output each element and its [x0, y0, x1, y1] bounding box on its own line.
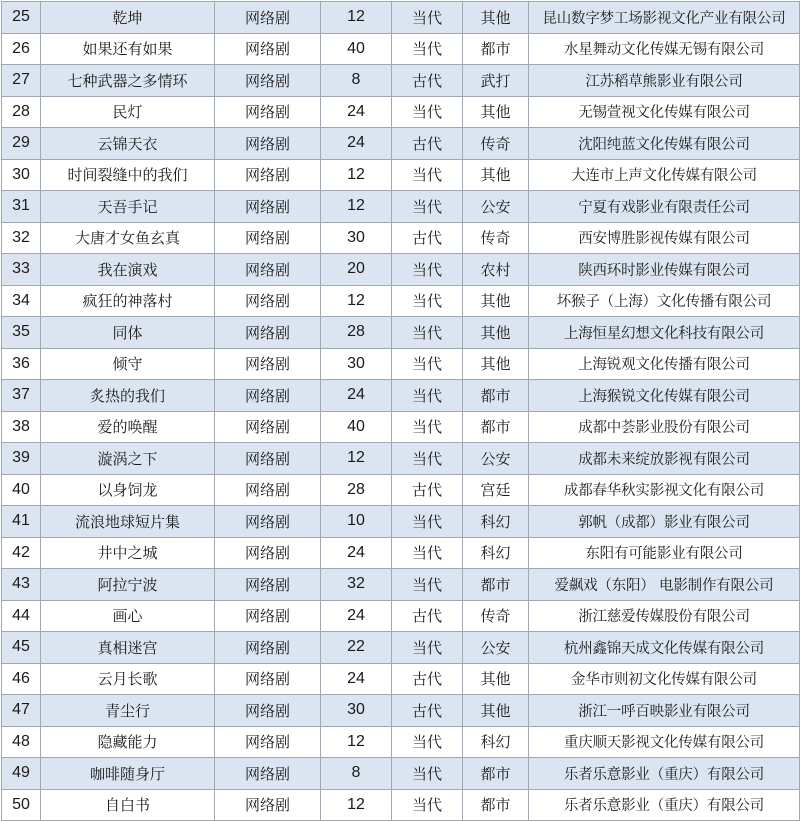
drama-title-cell: 咖啡随身厅	[41, 758, 215, 790]
genre-cell: 科幻	[463, 726, 529, 758]
drama-title-cell: 倾守	[41, 348, 215, 380]
drama-type-cell: 网络剧	[215, 695, 321, 727]
era-cell: 当代	[392, 758, 463, 790]
row-number-cell: 50	[2, 789, 41, 821]
genre-cell: 传奇	[463, 128, 529, 160]
production-company-cell: 昆山数字梦工场影视文化产业有限公司	[529, 2, 800, 34]
genre-cell: 科幻	[463, 506, 529, 538]
drama-title-cell: 如果还有如果	[41, 33, 215, 65]
episode-count-cell: 40	[321, 411, 392, 443]
episode-count-cell: 24	[321, 663, 392, 695]
genre-cell: 传奇	[463, 600, 529, 632]
drama-title-cell: 民灯	[41, 96, 215, 128]
genre-cell: 其他	[463, 159, 529, 191]
era-cell: 当代	[392, 380, 463, 412]
production-company-cell: 爱飙戏（东阳） 电影制作有限公司	[529, 569, 800, 601]
drama-type-cell: 网络剧	[215, 443, 321, 475]
row-number-cell: 38	[2, 411, 41, 443]
era-cell: 古代	[392, 695, 463, 727]
drama-title-cell: 阿拉宁波	[41, 569, 215, 601]
drama-type-cell: 网络剧	[215, 159, 321, 191]
drama-type-cell: 网络剧	[215, 33, 321, 65]
drama-type-cell: 网络剧	[215, 2, 321, 34]
era-cell: 当代	[392, 569, 463, 601]
row-number-cell: 31	[2, 191, 41, 223]
episode-count-cell: 12	[321, 2, 392, 34]
row-number-cell: 26	[2, 33, 41, 65]
production-company-cell: 乐者乐意影业（重庆）有限公司	[529, 789, 800, 821]
table-row	[2, 33, 800, 65]
genre-cell: 都市	[463, 789, 529, 821]
episode-count-cell: 40	[321, 33, 392, 65]
table-row	[2, 537, 800, 569]
genre-cell: 其他	[463, 348, 529, 380]
era-cell: 古代	[392, 663, 463, 695]
episode-count-cell: 12	[321, 443, 392, 475]
production-company-cell: 浙江慈爱传媒股份有限公司	[529, 600, 800, 632]
row-number-cell: 45	[2, 632, 41, 664]
drama-type-cell: 网络剧	[215, 222, 321, 254]
production-company-cell: 江苏稻草熊影业有限公司	[529, 65, 800, 97]
era-cell: 当代	[392, 506, 463, 538]
episode-count-cell: 30	[321, 348, 392, 380]
drama-title-cell: 乾坤	[41, 2, 215, 34]
era-cell: 当代	[392, 2, 463, 34]
table-row	[2, 380, 800, 412]
row-number-cell: 29	[2, 128, 41, 160]
genre-cell: 其他	[463, 317, 529, 349]
table-row	[2, 506, 800, 538]
era-cell: 当代	[392, 159, 463, 191]
drama-type-cell: 网络剧	[215, 380, 321, 412]
drama-type-cell: 网络剧	[215, 65, 321, 97]
table-row	[2, 96, 800, 128]
table-row	[2, 285, 800, 317]
era-cell: 古代	[392, 65, 463, 97]
drama-title-cell: 天吾手记	[41, 191, 215, 223]
production-company-cell: 成都春华秋实影视文化有限公司	[529, 474, 800, 506]
table-row	[2, 474, 800, 506]
drama-type-cell: 网络剧	[215, 632, 321, 664]
row-number-cell: 27	[2, 65, 41, 97]
production-company-cell: 成都未来绽放影视有限公司	[529, 443, 800, 475]
table-row	[2, 317, 800, 349]
episode-count-cell: 24	[321, 380, 392, 412]
era-cell: 当代	[392, 33, 463, 65]
row-number-cell: 28	[2, 96, 41, 128]
drama-type-cell: 网络剧	[215, 789, 321, 821]
table-row	[2, 191, 800, 223]
table-row	[2, 411, 800, 443]
production-company-cell: 坏猴子（上海）文化传播有限公司	[529, 285, 800, 317]
row-number-cell: 32	[2, 222, 41, 254]
episode-count-cell: 8	[321, 65, 392, 97]
era-cell: 当代	[392, 317, 463, 349]
drama-type-cell: 网络剧	[215, 317, 321, 349]
production-company-cell: 西安博胜影视传媒有限公司	[529, 222, 800, 254]
era-cell: 当代	[392, 285, 463, 317]
table-row	[2, 128, 800, 160]
episode-count-cell: 24	[321, 537, 392, 569]
episode-count-cell: 32	[321, 569, 392, 601]
genre-cell: 其他	[463, 2, 529, 34]
genre-cell: 武打	[463, 65, 529, 97]
row-number-cell: 39	[2, 443, 41, 475]
row-number-cell: 49	[2, 758, 41, 790]
row-number-cell: 42	[2, 537, 41, 569]
table-row	[2, 789, 800, 821]
genre-cell: 其他	[463, 285, 529, 317]
table-row	[2, 443, 800, 475]
drama-type-cell: 网络剧	[215, 96, 321, 128]
genre-cell: 都市	[463, 33, 529, 65]
episode-count-cell: 24	[321, 128, 392, 160]
drama-title-cell: 云月长歌	[41, 663, 215, 695]
row-number-cell: 37	[2, 380, 41, 412]
episode-count-cell: 30	[321, 695, 392, 727]
episode-count-cell: 10	[321, 506, 392, 538]
era-cell: 当代	[392, 411, 463, 443]
era-cell: 古代	[392, 600, 463, 632]
drama-title-cell: 大唐才女鱼玄真	[41, 222, 215, 254]
drama-type-cell: 网络剧	[215, 506, 321, 538]
production-company-cell: 上海恒星幻想文化科技有限公司	[529, 317, 800, 349]
era-cell: 当代	[392, 632, 463, 664]
drama-title-cell: 炙热的我们	[41, 380, 215, 412]
episode-count-cell: 22	[321, 632, 392, 664]
genre-cell: 都市	[463, 569, 529, 601]
genre-cell: 其他	[463, 695, 529, 727]
genre-cell: 宫廷	[463, 474, 529, 506]
production-company-cell: 上海猴锐文化传媒有限公司	[529, 380, 800, 412]
genre-cell: 传奇	[463, 222, 529, 254]
table-row	[2, 65, 800, 97]
episode-count-cell: 12	[321, 191, 392, 223]
table-row	[2, 600, 800, 632]
drama-type-cell: 网络剧	[215, 600, 321, 632]
row-number-cell: 34	[2, 285, 41, 317]
production-company-cell: 郭帆（成都）影业有限公司	[529, 506, 800, 538]
episode-count-cell: 20	[321, 254, 392, 286]
production-company-cell: 重庆顺天影视文化传媒有限公司	[529, 726, 800, 758]
drama-title-cell: 流浪地球短片集	[41, 506, 215, 538]
drama-type-cell: 网络剧	[215, 663, 321, 695]
era-cell: 当代	[392, 789, 463, 821]
drama-title-cell: 以身饲龙	[41, 474, 215, 506]
drama-title-cell: 画心	[41, 600, 215, 632]
row-number-cell: 30	[2, 159, 41, 191]
drama-type-cell: 网络剧	[215, 726, 321, 758]
drama-type-cell: 网络剧	[215, 128, 321, 160]
era-cell: 当代	[392, 191, 463, 223]
production-company-cell: 无锡萱视文化传媒有限公司	[529, 96, 800, 128]
era-cell: 古代	[392, 222, 463, 254]
table-row	[2, 159, 800, 191]
genre-cell: 科幻	[463, 537, 529, 569]
drama-title-cell: 爱的唤醒	[41, 411, 215, 443]
drama-type-cell: 网络剧	[215, 537, 321, 569]
production-company-cell: 陕西环时影业传媒有限公司	[529, 254, 800, 286]
table-row	[2, 663, 800, 695]
drama-title-cell: 云锦天衣	[41, 128, 215, 160]
drama-title-cell: 青尘行	[41, 695, 215, 727]
production-company-cell: 成都中荟影业股份有限公司	[529, 411, 800, 443]
row-number-cell: 40	[2, 474, 41, 506]
episode-count-cell: 24	[321, 600, 392, 632]
table-row	[2, 2, 800, 34]
drama-title-cell: 我在演戏	[41, 254, 215, 286]
episode-count-cell: 24	[321, 96, 392, 128]
table-row	[2, 695, 800, 727]
drama-title-cell: 漩涡之下	[41, 443, 215, 475]
row-number-cell: 36	[2, 348, 41, 380]
table-body	[2, 2, 800, 821]
drama-title-cell: 同体	[41, 317, 215, 349]
drama-type-cell: 网络剧	[215, 191, 321, 223]
table-row	[2, 758, 800, 790]
era-cell: 当代	[392, 96, 463, 128]
episode-count-cell: 30	[321, 222, 392, 254]
era-cell: 当代	[392, 254, 463, 286]
era-cell: 当代	[392, 726, 463, 758]
era-cell: 古代	[392, 474, 463, 506]
table-row	[2, 254, 800, 286]
production-company-cell: 宁夏有戏影业有限责任公司	[529, 191, 800, 223]
genre-cell: 都市	[463, 411, 529, 443]
row-number-cell: 41	[2, 506, 41, 538]
row-number-cell: 48	[2, 726, 41, 758]
production-company-cell: 上海锐观文化传播有限公司	[529, 348, 800, 380]
era-cell: 当代	[392, 348, 463, 380]
era-cell: 当代	[392, 443, 463, 475]
table-row	[2, 348, 800, 380]
episode-count-cell: 28	[321, 474, 392, 506]
drama-title-cell: 七种武器之多情环	[41, 65, 215, 97]
production-company-cell: 沈阳纯蓝文化传媒有限公司	[529, 128, 800, 160]
genre-cell: 都市	[463, 380, 529, 412]
production-company-cell: 东阳有可能影业有限公司	[529, 537, 800, 569]
episode-count-cell: 12	[321, 285, 392, 317]
episode-count-cell: 12	[321, 159, 392, 191]
row-number-cell: 33	[2, 254, 41, 286]
table-row	[2, 569, 800, 601]
row-number-cell: 46	[2, 663, 41, 695]
genre-cell: 其他	[463, 96, 529, 128]
genre-cell: 公安	[463, 191, 529, 223]
genre-cell: 都市	[463, 758, 529, 790]
genre-cell: 农村	[463, 254, 529, 286]
episode-count-cell: 12	[321, 789, 392, 821]
genre-cell: 公安	[463, 632, 529, 664]
row-number-cell: 47	[2, 695, 41, 727]
drama-type-cell: 网络剧	[215, 758, 321, 790]
episode-count-cell: 28	[321, 317, 392, 349]
drama-type-cell: 网络剧	[215, 474, 321, 506]
production-company-cell: 金华市则初文化传媒有限公司	[529, 663, 800, 695]
episode-count-cell: 8	[321, 758, 392, 790]
drama-type-cell: 网络剧	[215, 348, 321, 380]
production-company-cell: 乐者乐意影业（重庆）有限公司	[529, 758, 800, 790]
genre-cell: 其他	[463, 663, 529, 695]
drama-title-cell: 时间裂缝中的我们	[41, 159, 215, 191]
drama-type-cell: 网络剧	[215, 285, 321, 317]
drama-title-cell: 真相迷宫	[41, 632, 215, 664]
production-company-cell: 浙江一呼百映影业有限公司	[529, 695, 800, 727]
era-cell: 古代	[392, 128, 463, 160]
row-number-cell: 25	[2, 2, 41, 34]
era-cell: 当代	[392, 537, 463, 569]
drama-title-cell: 井中之城	[41, 537, 215, 569]
episode-count-cell: 12	[321, 726, 392, 758]
drama-title-cell: 隐藏能力	[41, 726, 215, 758]
row-number-cell: 44	[2, 600, 41, 632]
drama-registry-table	[1, 1, 800, 821]
drama-title-cell: 疯狂的神落村	[41, 285, 215, 317]
production-company-cell: 水星舞动文化传媒无锡有限公司	[529, 33, 800, 65]
table-row	[2, 222, 800, 254]
table-row	[2, 632, 800, 664]
drama-type-cell: 网络剧	[215, 254, 321, 286]
genre-cell: 公安	[463, 443, 529, 475]
production-company-cell: 杭州鑫锦天成文化传媒有限公司	[529, 632, 800, 664]
drama-title-cell: 自白书	[41, 789, 215, 821]
row-number-cell: 43	[2, 569, 41, 601]
drama-type-cell: 网络剧	[215, 411, 321, 443]
production-company-cell: 大连市上声文化传媒有限公司	[529, 159, 800, 191]
row-number-cell: 35	[2, 317, 41, 349]
drama-type-cell: 网络剧	[215, 569, 321, 601]
table-row	[2, 726, 800, 758]
